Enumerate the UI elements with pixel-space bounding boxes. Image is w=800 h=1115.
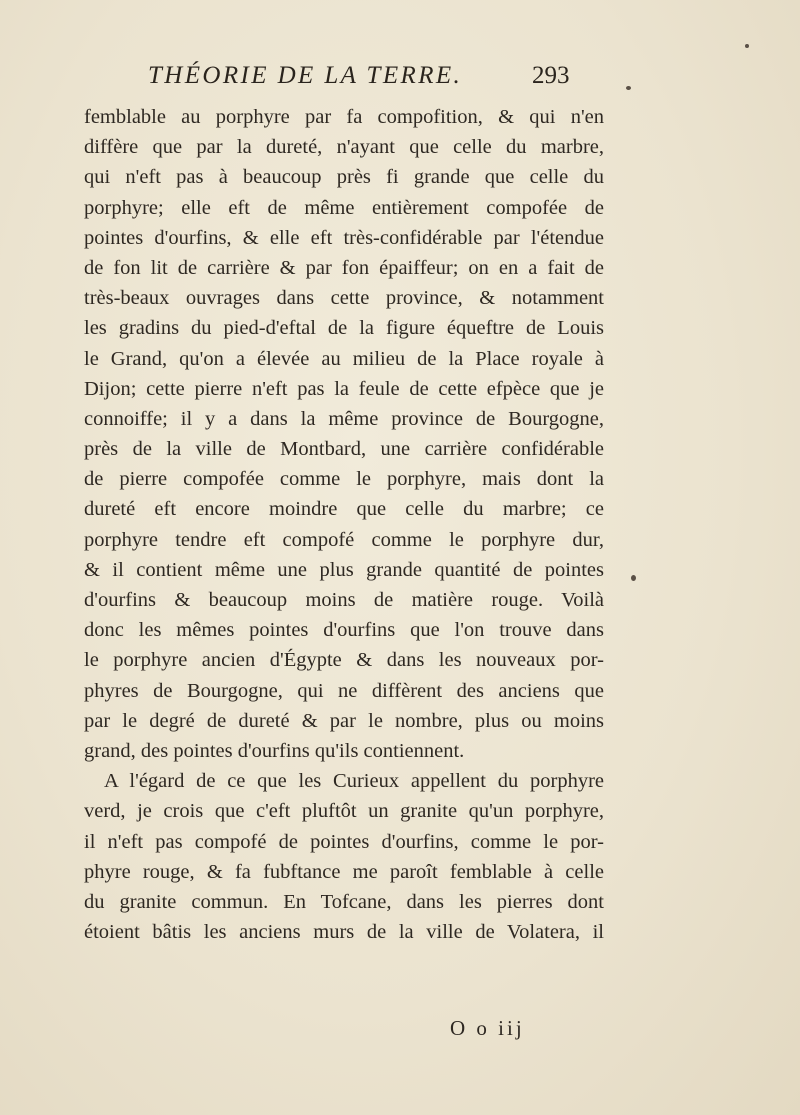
- text-line: près de la ville de Montbard, une carrière confidérable: [84, 438, 604, 461]
- text-line: grand, des pointes d'ourfins qu'ils contiennent.: [84, 739, 465, 762]
- text-line: étoient bâtis les anciens murs de la ville de Volatera, il: [84, 921, 604, 944]
- text-line: phyre rouge, & fa fubftance me paroît femblable à celle: [84, 860, 604, 883]
- text-line: Dijon; cette pierre n'eft pas la feule de cette efpèce que je: [84, 377, 604, 400]
- text-line: porphyre tendre eft compofé comme le porphyre dur,: [84, 528, 604, 551]
- running-title: THÉORIE DE LA TERRE.: [148, 62, 463, 89]
- text-line: pointes d'ourfins, & elle eft très-confidérable par l'étendue: [84, 226, 604, 249]
- text-line: le Grand, qu'on a élevée au milieu de la Place royale à: [84, 347, 604, 370]
- text-line: verd, je crois que c'eft pluftôt un granite qu'un porphyre,: [84, 800, 604, 823]
- paper-speck: [626, 86, 631, 90]
- paper-speck: [631, 575, 636, 581]
- text-line: d'ourfins & beaucoup moins de matière rouge. Voilà: [84, 589, 604, 611]
- text-line: connoiffe; il y a dans la même province de Bourgogne,: [84, 407, 604, 430]
- text-line: les gradins du pied-d'eftal de la figure équeftre de Louis: [84, 317, 604, 340]
- text-line: du granite commun. En Tofcane, dans les pierres dont: [84, 890, 604, 913]
- text-line: de fon lit de carrière & par fon épaiffeur; on en a fait de: [84, 256, 604, 279]
- page-header: [148, 62, 608, 102]
- text-line: il n'eft pas compofé de pointes d'ourfins, comme le por-: [84, 830, 604, 853]
- text-line: phyres de Bourgogne, qui ne diffèrent des anciens que: [84, 679, 604, 702]
- text-line: femblable au porphyre par fa compofition, & qui n'en: [84, 106, 604, 128]
- text-line: le porphyre ancien d'Égypte & dans les nouveaux por-: [84, 649, 604, 672]
- text-line: & il contient même une plus grande quantité de pointes: [84, 558, 604, 581]
- paper-speck: [745, 44, 749, 48]
- body-text: [84, 102, 604, 947]
- text-line: dureté eft encore moindre que celle du marbre; ce: [84, 498, 604, 521]
- text-line: diffère que par la dureté, n'ayant que celle du marbre,: [84, 136, 604, 159]
- text-line: donc les mêmes pointes d'ourfins que l'on trouve dans: [84, 619, 604, 642]
- text-line: A l'égard de ce que les Curieux appellent du porphyre: [104, 770, 604, 793]
- text-line: par le degré de dureté & par le nombre, plus ou moins: [84, 709, 604, 732]
- text-line: très-beaux ouvrages dans cette province, & notamment: [84, 287, 604, 310]
- page-number: 293: [532, 62, 570, 89]
- text-line: de pierre compofée comme le porphyre, mais dont la: [84, 468, 604, 491]
- text-line: porphyre; elle eft de même entièrement compofée de: [84, 196, 604, 219]
- text-line: qui n'eft pas à beaucoup près fi grande que celle du: [84, 166, 604, 189]
- signature-mark: O o iij: [450, 1016, 525, 1040]
